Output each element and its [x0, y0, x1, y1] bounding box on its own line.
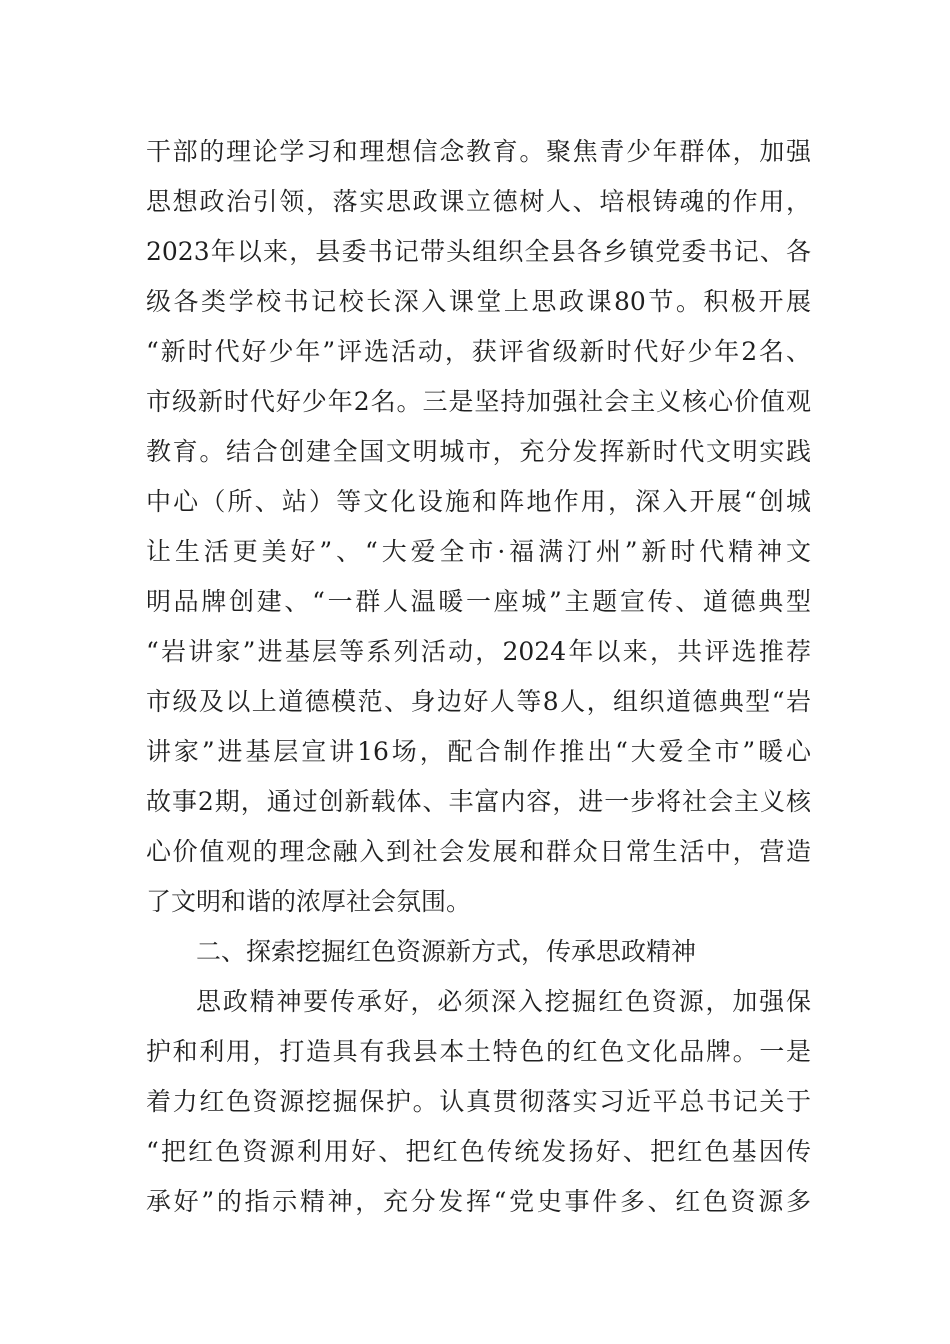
- body-text-line: 中心（所、站）等文化设施和阵地作用，深入开展“创城: [146, 487, 811, 516]
- body-text-line: 让生活更美好”、“大爱全市·福满汀州”新时代精神文: [146, 537, 811, 566]
- body-text-line: 着力红色资源挖掘保护。认真贯彻落实习近平总书记关于: [146, 1087, 811, 1116]
- section-heading: 二、探索挖掘红色资源新方式，传承思政精神: [196, 937, 697, 966]
- body-text-line: “把红色资源利用好、把红色传统发扬好、把红色基因传: [146, 1137, 811, 1166]
- body-text-line: 市级及以上道德模范、身边好人等8人，组织道德典型“岩: [146, 687, 811, 716]
- body-text-line: 承好”的指示精神，充分发挥“党史事件多、红色资源多: [146, 1187, 811, 1216]
- body-text-line: 讲家”进基层宣讲16场，配合制作推出“大爱全市”暖心: [146, 737, 811, 766]
- body-text-line: “新时代好少年”评选活动，获评省级新时代好少年2名、: [146, 337, 811, 366]
- body-text-line: 教育。结合创建全国文明城市，充分发挥新时代文明实践: [146, 437, 811, 466]
- body-text-line: 2023年以来，县委书记带头组织全县各乡镇党委书记、各: [146, 237, 811, 266]
- body-text-line: 护和利用，打造具有我县本土特色的红色文化品牌。一是: [146, 1037, 811, 1066]
- body-text-line: 明品牌创建、“一群人温暖一座城”主题宣传、道德典型: [146, 587, 811, 616]
- body-text-line: “岩讲家”进基层等系列活动，2024年以来，共评选推荐: [146, 637, 811, 666]
- body-text-line: 市级新时代好少年2名。三是坚持加强社会主义核心价值观: [146, 387, 811, 416]
- body-text-line: 干部的理论学习和理想信念教育。聚焦青少年群体，加强: [146, 137, 811, 166]
- body-text-line: 故事2期，通过创新载体、丰富内容，进一步将社会主义核: [146, 787, 811, 816]
- body-text-line: 思想政治引领，落实思政课立德树人、培根铸魂的作用，: [146, 187, 811, 216]
- paragraph-first-line: 思政精神要传承好，必须深入挖掘红色资源，加强保: [196, 987, 811, 1016]
- body-text-line: 心价值观的理念融入到社会发展和群众日常生活中，营造: [146, 837, 811, 866]
- paragraph-last-line: 了文明和谐的浓厚社会氛围。: [146, 887, 472, 916]
- body-text-line: 级各类学校书记校长深入课堂上思政课80节。积极开展: [146, 287, 811, 316]
